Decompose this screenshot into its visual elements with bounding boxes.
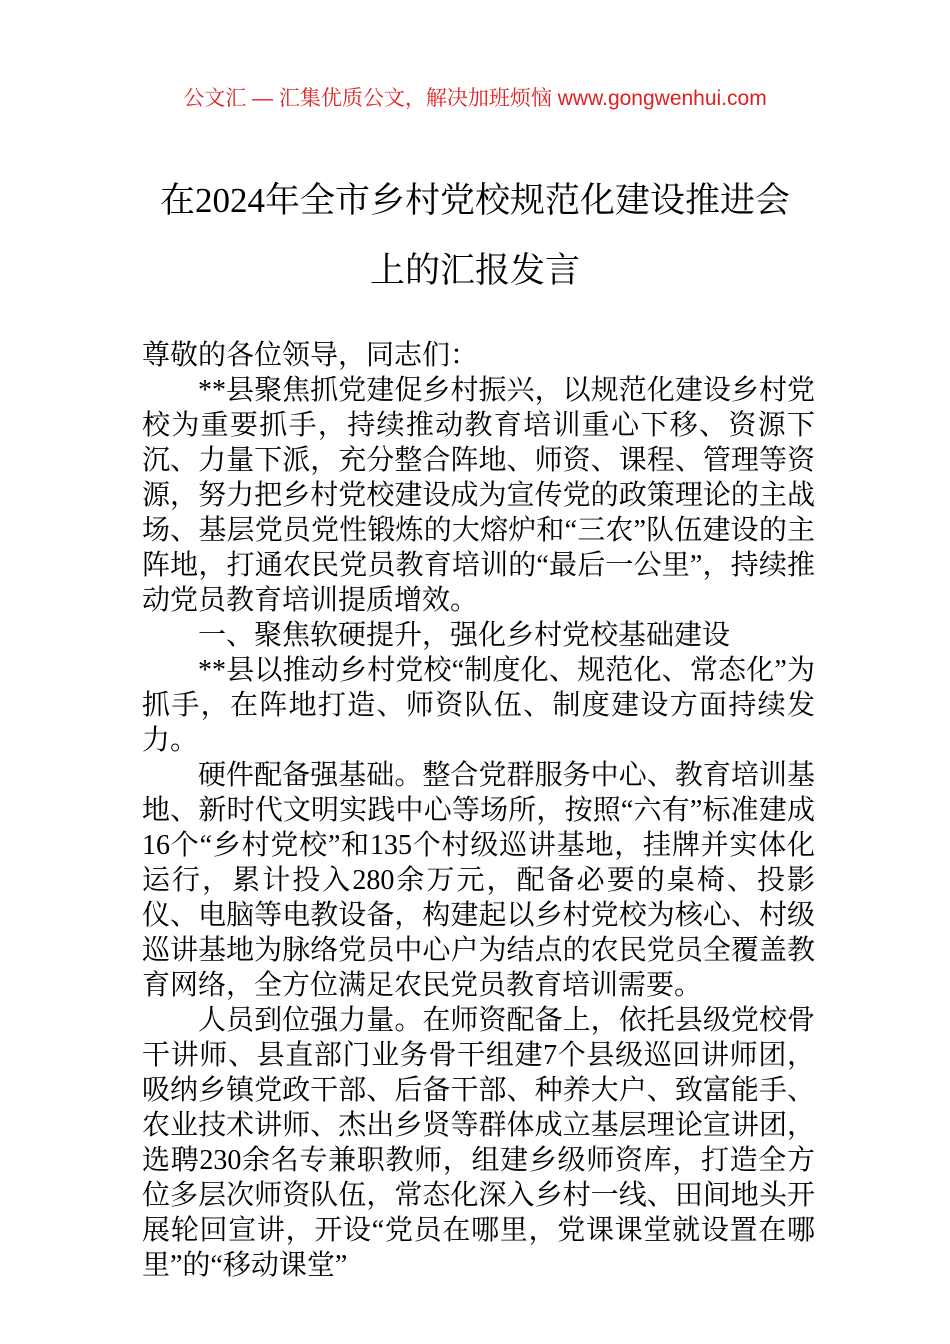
document-title: [40, 166, 910, 306]
paragraph-section1-lead: **县以推动乡村党校“制度化、规范化、常态化”为抓手，在阵地打造、师资队伍、制度建设方面持续发力。: [142, 655, 815, 756]
document-title-line2: 上的汇报发言: [369, 251, 580, 290]
section-heading-1: 一、聚焦软硬提升，强化乡村党校基础建设: [198, 620, 731, 651]
paragraph-hardware: 硬件配备强基础。整合党群服务中心、教育培训基地、新时代文明实践中心等场所，按照“六有”标准建成16个“乡村党校”和135个村级巡讲基地，挂牌并实体化运行，累计投入280余万元，配备必要的桌椅、投影仪、电脑等电教设备，构建起以乡村党校为核心、村级巡讲基地为脉络党员中心户为结点的农民党员全覆盖教育网络，全方位满足农民党员教育培训需要。: [142, 760, 815, 1001]
paragraph-personnel: 人员到位强力量。在师资配备上，依托县级党校骨干讲师、县直部门业务骨干组建7个县级巡回讲师团，吸纳乡镇党政干部、后备干部、种养大户、致富能手、农业技术讲师、杰出乡贤等群体成立基层理论宣讲团，选聘230余名专兼职教师，组建乡级师资库，打造全方位多层次师资队伍，常态化深入乡村一线、田间地头开展轮回宣讲，开设“党员在哪里，党课课堂就设置在哪里”的“移动课堂”: [142, 1005, 815, 1281]
salutation: 尊敬的各位领导，同志们：: [142, 340, 479, 371]
paragraph-intro: **县聚焦抓党建促乡村振兴，以规范化建设乡村党校为重要抓手，持续推动教育培训重心下移、资源下沉、力量下派，充分整合阵地、师资、课程、管理等资源，努力把乡村党校建设成为宣传党的政策理论的主战场、基层党员党性锻炼的大熔炉和“三农”队伍建设的主阵地，打通农民党员教育培训的“最后一公里”，持续推动党员教育培训提质增效。: [142, 375, 815, 616]
document-body: [142, 338, 815, 1283]
site-watermark-notice: 公文汇 — 汇集优质公文，解决加班烦恼 www.gongwenhui.com: [183, 87, 767, 110]
document-title-line1: 在2024年全市乡村党校规范化建设推进会: [159, 181, 790, 220]
